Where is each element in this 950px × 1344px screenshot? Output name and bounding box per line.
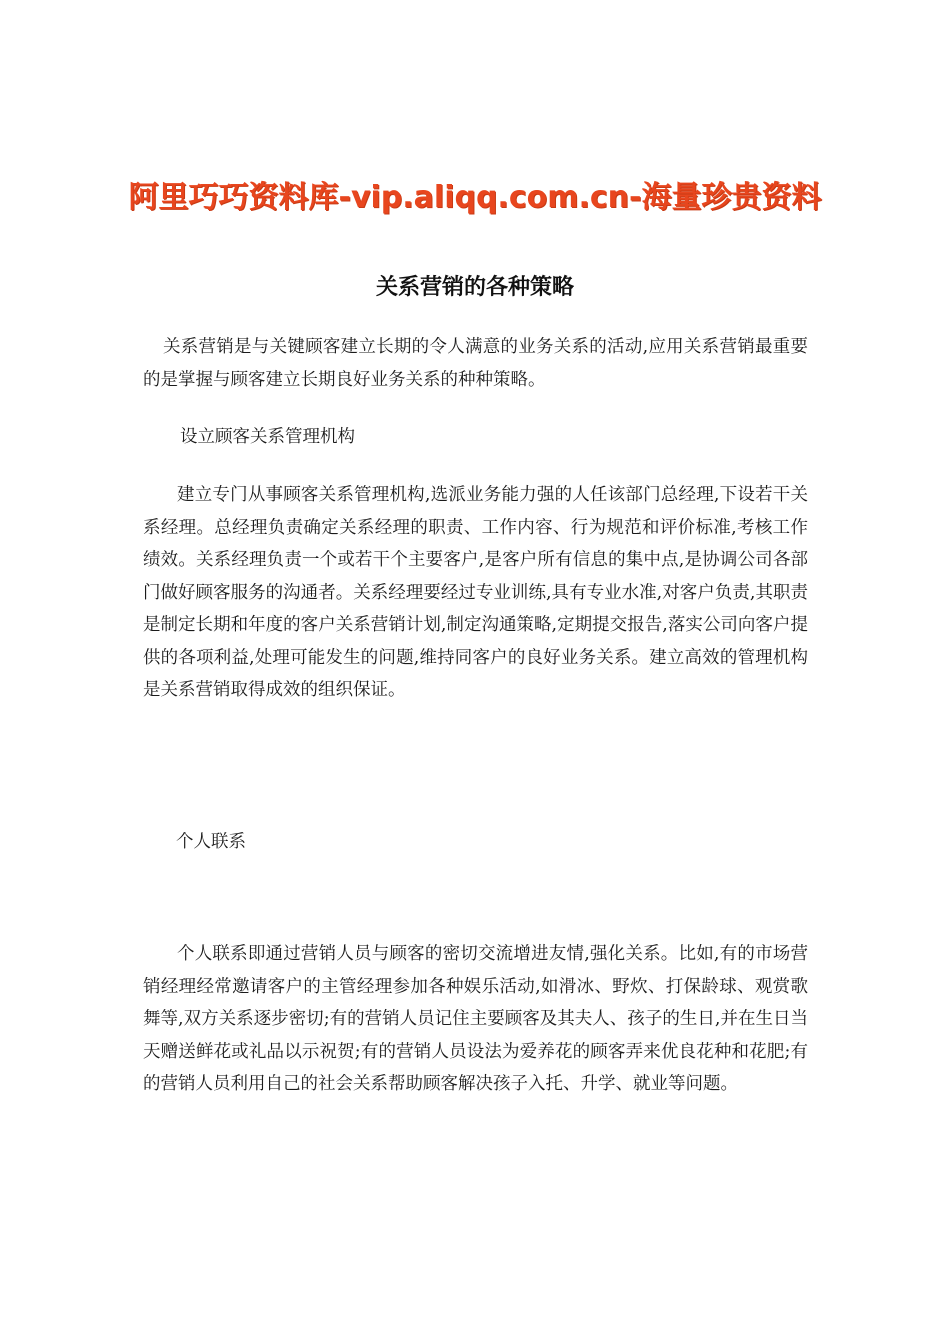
page-title: 关系营销的各种策略 <box>375 274 574 300</box>
intro-paragraph: 关系营销是与关键顾客建立长期的令人满意的业务关系的活动,应用关系营销最重要的是掌握与顾客建立长期良好业务关系的种种策略。 <box>143 337 808 390</box>
section-heading-2: 个人联系 <box>176 832 246 852</box>
watermark-banner: 阿里巧巧资料库-vip.aliqq.com.cn-海量珍贵资料 <box>128 180 822 215</box>
section-body-2: 个人联系即通过营销人员与顾客的密切交流增进友情,强化关系。比如,有的市场营销经理经常邀请客户的主管经理参加各种娱乐活动,如滑冰、野炊、打保龄球、观赏歌舞等,双方关系逐步密切;有的营销人员记住主要顾客及其夫人、孩子的生日,并在生日当天赠送鲜花或礼品以示祝贺;有的营销人员设法为爱养花的顾客弄来优良花种和花肥;有的营销人员利用自己的社会关系帮助顾客解决孩子入托、升学、就业等问题。 <box>143 944 808 1094</box>
section-body-1: 建立专门从事顾客关系管理机构,选派业务能力强的人任该部门总经理,下设若干关系经理。总经理负责确定关系经理的职责、工作内容、行为规范和评价标准,考核工作绩效。关系经理负责一个或若干个主要客户,是客户所有信息的集中点,是协调公司各部门做好顾客服务的沟通者。关系经理要经过专业训练,具有专业水准,对客户负责,其职责是制定长期和年度的客户关系营销计划,制定沟通策略,定期提交报告,落实公司向客户提供的各项利益,处理可能发生的问题,维持同客户的良好业务关系。建立高效的管理机构是关系营销取得成效的组织保证。 <box>143 485 808 700</box>
section-heading-1: 设立顾客关系管理机构 <box>180 427 355 447</box>
